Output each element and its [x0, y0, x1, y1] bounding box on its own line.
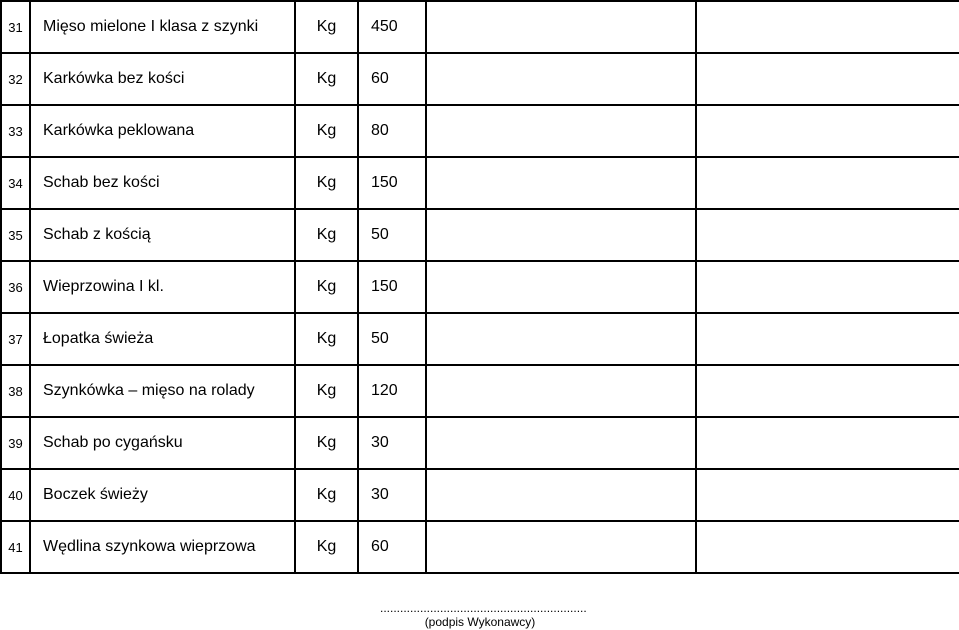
product-name: Łopatka świeża [30, 313, 295, 365]
empty-cell [426, 417, 696, 469]
empty-cell [696, 209, 959, 261]
empty-cell [426, 261, 696, 313]
empty-cell [696, 521, 959, 573]
row-number: 36 [1, 261, 30, 313]
unit-cell: Kg [295, 365, 358, 417]
product-name: Schab po cygańsku [30, 417, 295, 469]
quantity-cell: 450 [358, 1, 426, 53]
contractor-signature [380, 601, 587, 629]
quantity-cell: 60 [358, 53, 426, 105]
quantity-cell: 120 [358, 365, 426, 417]
empty-cell [426, 521, 696, 573]
table-row [1, 417, 959, 469]
empty-cell [426, 157, 696, 209]
table-row [1, 469, 959, 521]
row-number: 41 [1, 521, 30, 573]
unit-cell: Kg [295, 417, 358, 469]
empty-cell [696, 1, 959, 53]
empty-cell [426, 313, 696, 365]
table-row [1, 209, 959, 261]
product-name: Mięso mielone I klasa z szynki [30, 1, 295, 53]
row-number: 37 [1, 313, 30, 365]
empty-cell [426, 105, 696, 157]
unit-cell: Kg [295, 105, 358, 157]
product-name: Boczek świeży [30, 469, 295, 521]
row-number: 33 [1, 105, 30, 157]
empty-cell [696, 261, 959, 313]
table-row [1, 365, 959, 417]
product-name: Karkówka bez kości [30, 53, 295, 105]
empty-cell [426, 365, 696, 417]
unit-cell: Kg [295, 469, 358, 521]
row-number: 35 [1, 209, 30, 261]
empty-cell [696, 157, 959, 209]
unit-cell: Kg [295, 313, 358, 365]
quantity-cell: 50 [358, 313, 426, 365]
row-number: 38 [1, 365, 30, 417]
signature-label: (podpis Wykonawcy) [424, 615, 536, 629]
product-name: Karkówka peklowana [30, 105, 295, 157]
row-number: 31 [1, 1, 30, 53]
table-row [1, 313, 959, 365]
signature-line: .............................................................. [380, 601, 587, 615]
empty-cell [696, 53, 959, 105]
table-row [1, 521, 959, 573]
product-name: Schab z kością [30, 209, 295, 261]
quantity-cell: 50 [358, 209, 426, 261]
empty-cell [696, 313, 959, 365]
empty-cell [696, 417, 959, 469]
products-table-body [1, 1, 959, 573]
quantity-cell: 30 [358, 417, 426, 469]
row-number: 32 [1, 53, 30, 105]
row-number: 40 [1, 469, 30, 521]
table-row [1, 53, 959, 105]
unit-cell: Kg [295, 1, 358, 53]
table-row [1, 157, 959, 209]
quantity-cell: 30 [358, 469, 426, 521]
table-row [1, 1, 959, 53]
empty-cell [696, 469, 959, 521]
unit-cell: Kg [295, 209, 358, 261]
row-number: 34 [1, 157, 30, 209]
quantity-cell: 150 [358, 261, 426, 313]
empty-cell [696, 105, 959, 157]
table-row [1, 105, 959, 157]
quantity-cell: 60 [358, 521, 426, 573]
quantity-cell: 150 [358, 157, 426, 209]
table-row [1, 261, 959, 313]
empty-cell [426, 53, 696, 105]
empty-cell [426, 469, 696, 521]
unit-cell: Kg [295, 261, 358, 313]
product-name: Schab bez kości [30, 157, 295, 209]
unit-cell: Kg [295, 521, 358, 573]
quantity-cell: 80 [358, 105, 426, 157]
row-number: 39 [1, 417, 30, 469]
product-name: Wędlina szynkowa wieprzowa [30, 521, 295, 573]
unit-cell: Kg [295, 53, 358, 105]
unit-cell: Kg [295, 157, 358, 209]
empty-cell [426, 209, 696, 261]
empty-cell [426, 1, 696, 53]
product-name: Szynkówka – mięso na rolady [30, 365, 295, 417]
empty-cell [696, 365, 959, 417]
product-name: Wieprzowina I kl. [30, 261, 295, 313]
